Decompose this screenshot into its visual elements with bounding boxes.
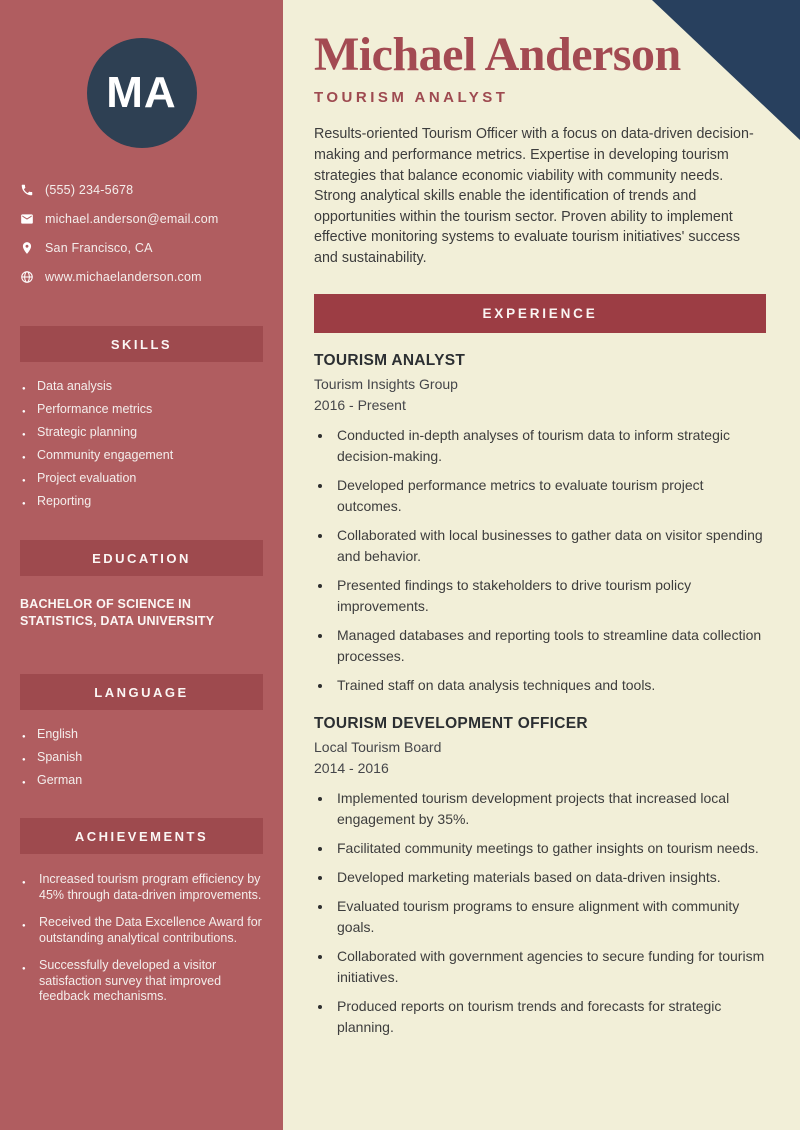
avatar (87, 38, 197, 148)
sidebar (0, 0, 283, 1130)
job-bullet: • Collaborated with government agencies to secure funding for tourism initiatives. (333, 946, 766, 988)
language-section-header (20, 674, 263, 710)
job-entry-tourism-analyst (314, 352, 766, 696)
contact-website (20, 269, 265, 285)
avatar-initials: MA (106, 68, 177, 117)
location-text: San Francisco, CA (45, 241, 153, 255)
job-dates: 2014 - 2016 (314, 759, 389, 776)
main-content (283, 0, 800, 1130)
skills-list (0, 380, 283, 508)
email-icon (20, 212, 34, 226)
experience-title: EXPERIENCE (482, 305, 598, 321)
phone-icon (20, 183, 34, 197)
job-bullet: • Developed performance metrics to evaluate tourism project outcomes. (333, 475, 766, 517)
job-company: Local Tourism Board (314, 738, 442, 755)
job-bullet: • Collaborated with local businesses to gather data on visitor spending and behavior. (333, 525, 766, 567)
job-dates: 2016 - Present (314, 396, 406, 413)
skills-section-header (20, 326, 263, 362)
skills-title: SKILLS (110, 336, 173, 352)
achievement-item: ● Successfully developed a visitor satisfaction survey that improved feedback mechanisms. (22, 958, 263, 1005)
achievements-title: ACHIEVEMENTS (74, 828, 209, 844)
language-title: LANGUAGE (94, 684, 189, 700)
education-degree: BACHELOR OF SCIENCE IN STATISTICS, DATA UNIVERSITY (20, 597, 215, 628)
person-job-title: TOURISM ANALYST (314, 89, 509, 107)
skill-item: ● Reporting (22, 495, 263, 508)
contact-email (20, 211, 265, 227)
email-address: michael.anderson@email.com (45, 212, 219, 226)
skill-item: ● Community engagement (22, 449, 263, 462)
achievements-section-header (20, 818, 263, 854)
website-url: www.michaelanderson.com (45, 270, 202, 284)
job-bullet-list (314, 425, 766, 696)
skill-item: ● Project evaluation (22, 472, 263, 485)
profile-summary: Results-oriented Tourism Officer with a focus on data-driven decision-making and performance metrics. Expertise in developing tourism strategies that balance economic viability with community needs. Strong analytical skills enable the identification of trends and opportunities within the tourism sector. Proven ability to implement effective monitoring systems to evaluate tourism initiatives' success and sustainability. (314, 126, 754, 266)
globe-icon (20, 270, 34, 284)
achievement-item: ● Increased tourism program efficiency by 45% through data-driven improvements. (22, 872, 263, 903)
job-bullet: • Evaluated tourism programs to ensure alignment with community goals. (333, 896, 766, 938)
education-section-header (20, 540, 263, 576)
language-item: ● Spanish (22, 751, 263, 764)
job-bullet: • Facilitated community meetings to gather insights on tourism needs. (333, 838, 766, 859)
job-bullet: • Developed marketing materials based on data-driven insights. (333, 867, 766, 888)
job-bullet-list (314, 788, 766, 1038)
job-bullet: • Conducted in-depth analyses of tourism data to inform strategic decision-making. (333, 425, 766, 467)
phone-number: (555) 234-5678 (45, 183, 134, 197)
job-title: TOURISM DEVELOPMENT OFFICER (314, 714, 588, 732)
education-title: EDUCATION (92, 550, 191, 566)
experience-section-header (314, 294, 766, 333)
skill-item: ● Strategic planning (22, 426, 263, 439)
job-bullet: • Implemented tourism development projects that increased local engagement by 35%. (333, 788, 766, 830)
person-name: Michael Anderson (314, 28, 681, 81)
language-list (0, 728, 283, 787)
contact-list (0, 182, 283, 285)
job-entry-tourism-development-officer (314, 715, 766, 1038)
language-item: ● German (22, 774, 263, 787)
job-bullet: • Presented findings to stakeholders to drive tourism policy improvements. (333, 575, 766, 617)
language-item: ● English (22, 728, 263, 741)
job-title: TOURISM ANALYST (314, 351, 466, 369)
contact-location (20, 240, 265, 256)
skill-item: ● Data analysis (22, 380, 263, 393)
location-icon (20, 241, 34, 255)
contact-phone (20, 182, 265, 198)
achievement-item: ● Received the Data Excellence Award for outstanding analytical contributions. (22, 915, 263, 946)
achievements-list (0, 872, 283, 1005)
job-bullet: • Managed databases and reporting tools to streamline data collection processes. (333, 625, 766, 667)
job-bullet: • Produced reports on tourism trends and forecasts for strategic planning. (333, 996, 766, 1038)
skill-item: ● Performance metrics (22, 403, 263, 416)
job-bullet: • Trained staff on data analysis techniques and tools. (333, 675, 766, 696)
job-company: Tourism Insights Group (314, 375, 458, 392)
